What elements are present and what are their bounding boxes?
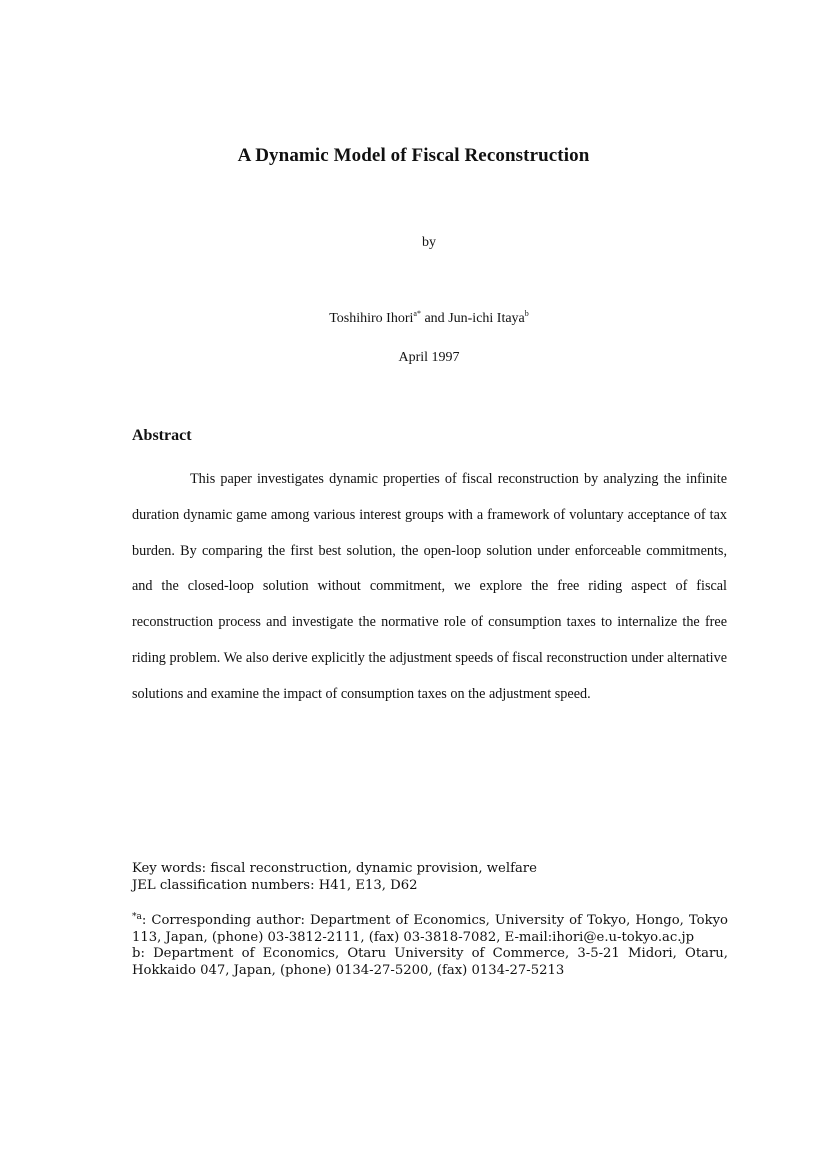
jel-classification-line: JEL classification numbers: H41, E13, D62	[132, 877, 418, 893]
author-connector: and	[420, 311, 449, 326]
author-2-affiliation-mark: b	[524, 309, 529, 318]
footnote-a-text: : Corresponding author: Department of Economics, University of Tokyo, Hongo, Tokyo 113, Japan, (phone) 03-3812-2111, (fax) 03-3818-7082, E-mail:ihori@e.u-tokyo.ac.jp	[132, 913, 728, 945]
author-2-name: Jun-ichi Itaya	[448, 311, 525, 326]
paper-title: A Dynamic Model of Fiscal Reconstruction	[237, 145, 590, 166]
abstract-body: This paper investigates dynamic properties of fiscal reconstruction by analyzing the infinite duration dynamic game among various interest groups with a framework of voluntary acceptance of tax burden. By comparing the first best solution, the open-loop solution under enforceable commitments, and the closed-loop solution without commitment, we explore the free riding aspect of fiscal reconstruction process and investigate the normative role of consumption taxes to internalize the free riding problem. We also derive explicitly the adjustment speeds of fiscal reconstruction under alternative solutions and examine the impact of consumption taxes on the adjustment speed.	[132, 471, 727, 702]
author-1-affiliation-mark: a*	[413, 309, 421, 318]
author-1-name: Toshihiro Ihori	[329, 311, 414, 326]
abstract-heading: Abstract	[132, 427, 192, 444]
footnote-a	[132, 913, 728, 946]
paper-date: April 1997	[398, 350, 460, 365]
keywords-line: Key words: fiscal reconstruction, dynamic provision, welfare	[132, 861, 537, 876]
footnote-b: b: Department of Economics, Otaru University of Commerce, 3-5-21 Midori, Otaru, Hokkaido 047, Japan, (phone) 0134-27-5200, (fax) 0134-27-5213	[132, 946, 728, 978]
footnote-a-mark: *a	[132, 912, 142, 922]
by-line: by	[422, 235, 436, 250]
author-line	[0, 311, 827, 327]
footnotes	[132, 861, 728, 979]
footnote-spacer	[132, 894, 728, 913]
